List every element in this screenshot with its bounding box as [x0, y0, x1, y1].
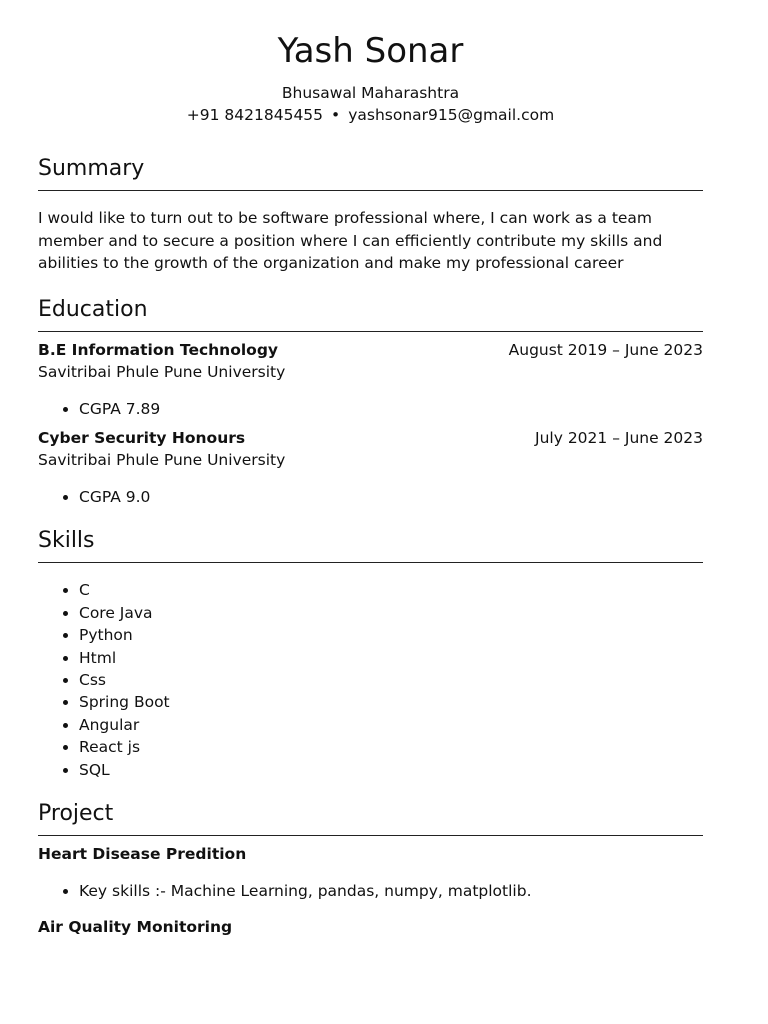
- degree-dates: July 2021 – June 2023: [535, 428, 703, 447]
- project-entry-header: [38, 843, 703, 865]
- institution: Savitribai Phule Pune University: [38, 450, 286, 469]
- institution: Savitribai Phule Pune University: [38, 362, 286, 381]
- skill-item: • React js: [79, 736, 703, 758]
- project-details: [38, 880, 703, 902]
- summary-text: I would like to turn out to be software professional where, I can work as a team member and to secure a position where I can efficiently contribute my skills and abilities to the growth of the organization and make my professional career: [38, 209, 663, 272]
- skills-list: [38, 579, 703, 781]
- skill-item: • Spring Boot: [79, 691, 703, 713]
- location: Bhusawal Maharashtra: [281, 84, 460, 102]
- phone-number: +91 8421845455: [186, 106, 324, 124]
- project-entry-header: [38, 916, 703, 938]
- education-details: [38, 486, 703, 508]
- project-name: Air Quality Monitoring: [38, 918, 233, 937]
- degree-title: B.E Information Technology: [38, 340, 279, 359]
- project-name: Heart Disease Predition: [38, 844, 247, 863]
- email-address: yashsonar915@gmail.com: [348, 106, 555, 124]
- education-entry: [38, 427, 703, 508]
- candidate-name: Yash Sonar: [277, 31, 464, 71]
- skill-item: • Python: [79, 624, 703, 646]
- education-section: [38, 295, 703, 509]
- skill-item: • Html: [79, 647, 703, 669]
- summary-section: [38, 154, 703, 275]
- skill-item: • C: [79, 579, 703, 601]
- project-entry: [38, 843, 703, 902]
- projects-section: [38, 799, 703, 938]
- degree-title: Cyber Security Honours: [38, 428, 246, 447]
- skill-item: • Angular: [79, 714, 703, 736]
- education-detail-item: • CGPA 7.89: [79, 398, 703, 420]
- section-title-education: Education: [38, 295, 703, 332]
- education-details: [38, 398, 703, 420]
- skills-section: [38, 526, 703, 781]
- project-detail-item: • Key skills :- Machine Learning, pandas, numpy, matplotlib.: [79, 880, 703, 902]
- education-detail-item: • CGPA 9.0: [79, 486, 703, 508]
- skill-item: • Core Java: [79, 602, 703, 624]
- contact-separator: •: [331, 106, 341, 124]
- skill-item: • Css: [79, 669, 703, 691]
- education-entry: [38, 339, 703, 420]
- project-entry: [38, 916, 703, 938]
- degree-dates: August 2019 – June 2023: [508, 340, 703, 359]
- skill-item: • SQL: [79, 759, 703, 781]
- section-title-summary: Summary: [38, 154, 703, 191]
- section-title-project: Project: [38, 799, 703, 836]
- section-title-skills: Skills: [38, 526, 703, 563]
- contact-info: [38, 104, 703, 126]
- education-entry-header: [38, 339, 703, 361]
- resume-page: [38, 28, 703, 938]
- education-entry-header: [38, 427, 703, 449]
